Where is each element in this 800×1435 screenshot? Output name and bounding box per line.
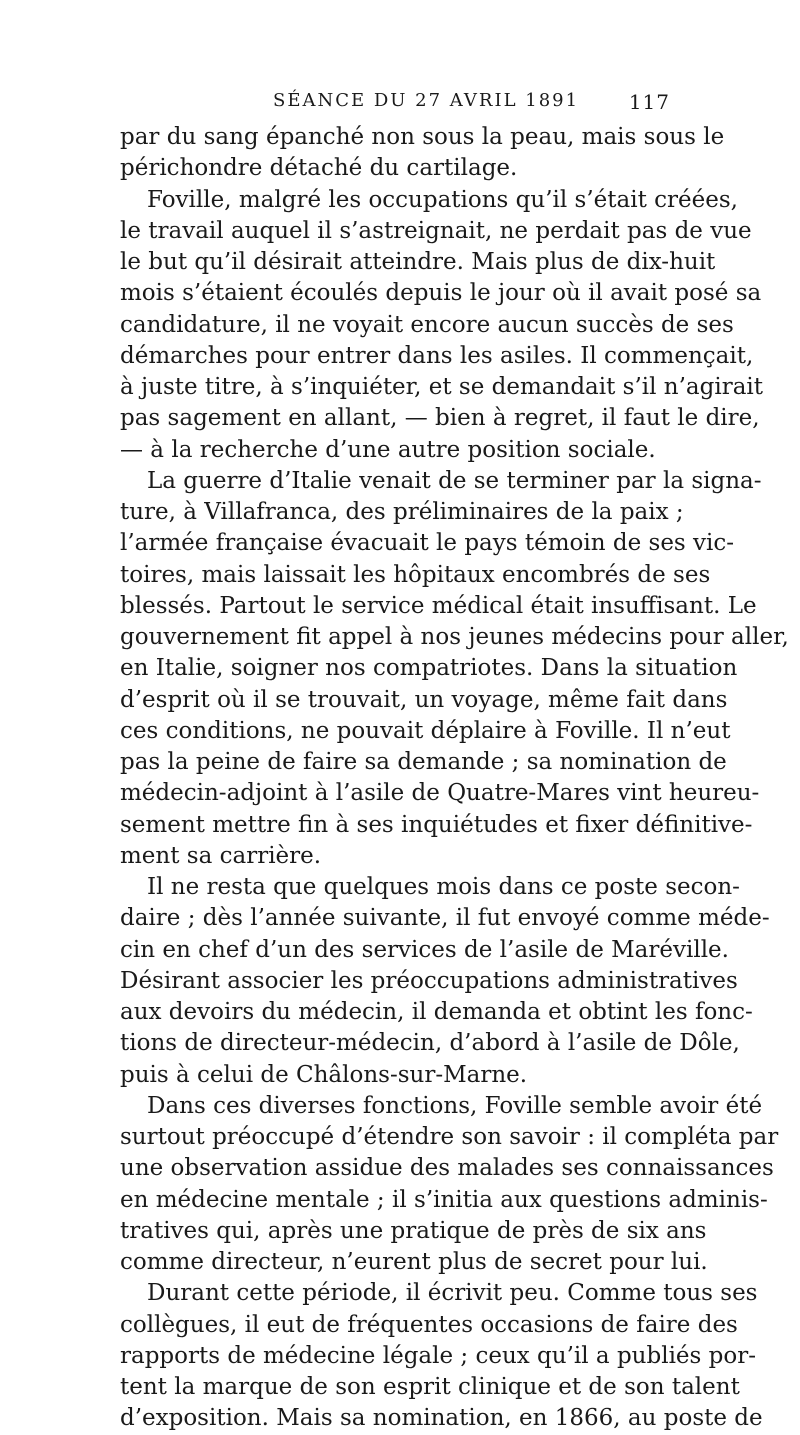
- text-line: blessés. Partout le service médical était insuffisant. Le: [120, 592, 757, 619]
- running-header: [120, 90, 670, 114]
- text-line: ment sa carrière.: [120, 842, 322, 869]
- text-line: pas sagement en allant, — bien à regret, il faut le dire,: [120, 405, 760, 432]
- text-line: collègues, il eut de fréquentes occasions de faire des: [120, 1311, 738, 1338]
- text-line: sement mettre fin à ses inquiétudes et fixer définitive-: [120, 811, 753, 838]
- text-line: tions de directeur-médecin, d’abord à l’asile de Dôle,: [120, 1030, 740, 1057]
- text-line: daire ; dès l’année suivante, il fut envoyé comme méde-: [120, 905, 770, 932]
- text-line: candidature, il ne voyait encore aucun succès de ses: [120, 311, 734, 338]
- text-line: Durant cette période, il écrivit peu. Comme tous ses: [147, 1280, 758, 1307]
- text-line: — à la recherche d’une autre position sociale.: [120, 436, 656, 463]
- running-header-title: SÉANCE DU 27 AVRIL 1891: [273, 90, 580, 111]
- text-line: pas la peine de faire sa demande ; sa nomination de: [120, 749, 727, 775]
- text-line: tratives qui, après une pratique de près de six ans: [120, 1217, 707, 1244]
- text-line: d’esprit où il se trouvait, un voyage, même fait dans: [120, 686, 728, 713]
- text-line: puis à celui de Châlons-sur-Marne.: [120, 1061, 528, 1088]
- text-line: en Italie, soigner nos compatriotes. Dans la situation: [120, 655, 738, 682]
- text-line: La guerre d’Italie venait de se terminer par la signa-: [147, 467, 762, 494]
- text-line: le but qu’il désirait atteindre. Mais plus de dix-huit: [120, 249, 716, 275]
- text-line: mois s’étaient écoulés depuis le jour où il avait posé sa: [120, 280, 762, 307]
- text-line: surtout préoccupé d’étendre son savoir : il compléta par: [120, 1124, 779, 1150]
- text-line: gouvernement fit appel à nos jeunes médecins pour aller,: [120, 624, 789, 650]
- text-line: comme directeur, n’eurent plus de secret pour lui.: [120, 1249, 708, 1275]
- text-line: tent la marque de son esprit clinique et de son talent: [120, 1374, 740, 1400]
- text-line: cin en chef d’un des services de l’asile de Maréville.: [120, 936, 729, 963]
- body-text: [120, 122, 789, 1435]
- text-line: médecin-adjoint à l’asile de Quatre-Mares vint heureu-: [120, 780, 760, 807]
- text-line: Foville, malgré les occupations qu’il s’était créées,: [147, 186, 738, 213]
- text-line: en médecine mentale ; il s’initia aux questions adminis-: [120, 1186, 768, 1213]
- text-line: Il ne resta que quelques mois dans ce poste secon-: [147, 874, 740, 900]
- text-line: ture, à Villafranca, des préliminaires de la paix ;: [120, 499, 684, 525]
- text-line: Désirant associer les préoccupations administratives: [120, 967, 738, 994]
- text-line: rapports de médecine légale ; ceux qu’il a publiés por-: [120, 1342, 756, 1369]
- text-line: périchondre détaché du cartilage.: [120, 155, 518, 182]
- text-line: Dans ces diverses fonctions, Foville semble avoir été: [147, 1092, 763, 1119]
- text-line: toires, mais laissait les hôpitaux encombrés de ses: [120, 561, 711, 588]
- text-line: une observation assidue des malades ses connaissances: [120, 1155, 774, 1182]
- text-line: l’armée française évacuait le pays témoin de ses vic-: [120, 530, 735, 557]
- page-number: 117: [628, 90, 670, 114]
- text-line: démarches pour entrer dans les asiles. Il commençait,: [120, 342, 754, 369]
- text-line: ces conditions, ne pouvait déplaire à Foville. Il n’eut: [120, 717, 731, 744]
- text-line: à juste titre, à s’inquiéter, et se demandait s’il n’agirait: [120, 374, 764, 400]
- text-line: d’exposition. Mais sa nomination, en 1866, au poste de: [120, 1405, 763, 1432]
- text-line: par du sang épanché non sous la peau, mais sous le: [120, 124, 725, 150]
- text-line: le travail auquel il s’astreignait, ne perdait pas de vue: [120, 217, 752, 244]
- text-line: aux devoirs du médecin, il demanda et obtint les fonc-: [120, 999, 753, 1025]
